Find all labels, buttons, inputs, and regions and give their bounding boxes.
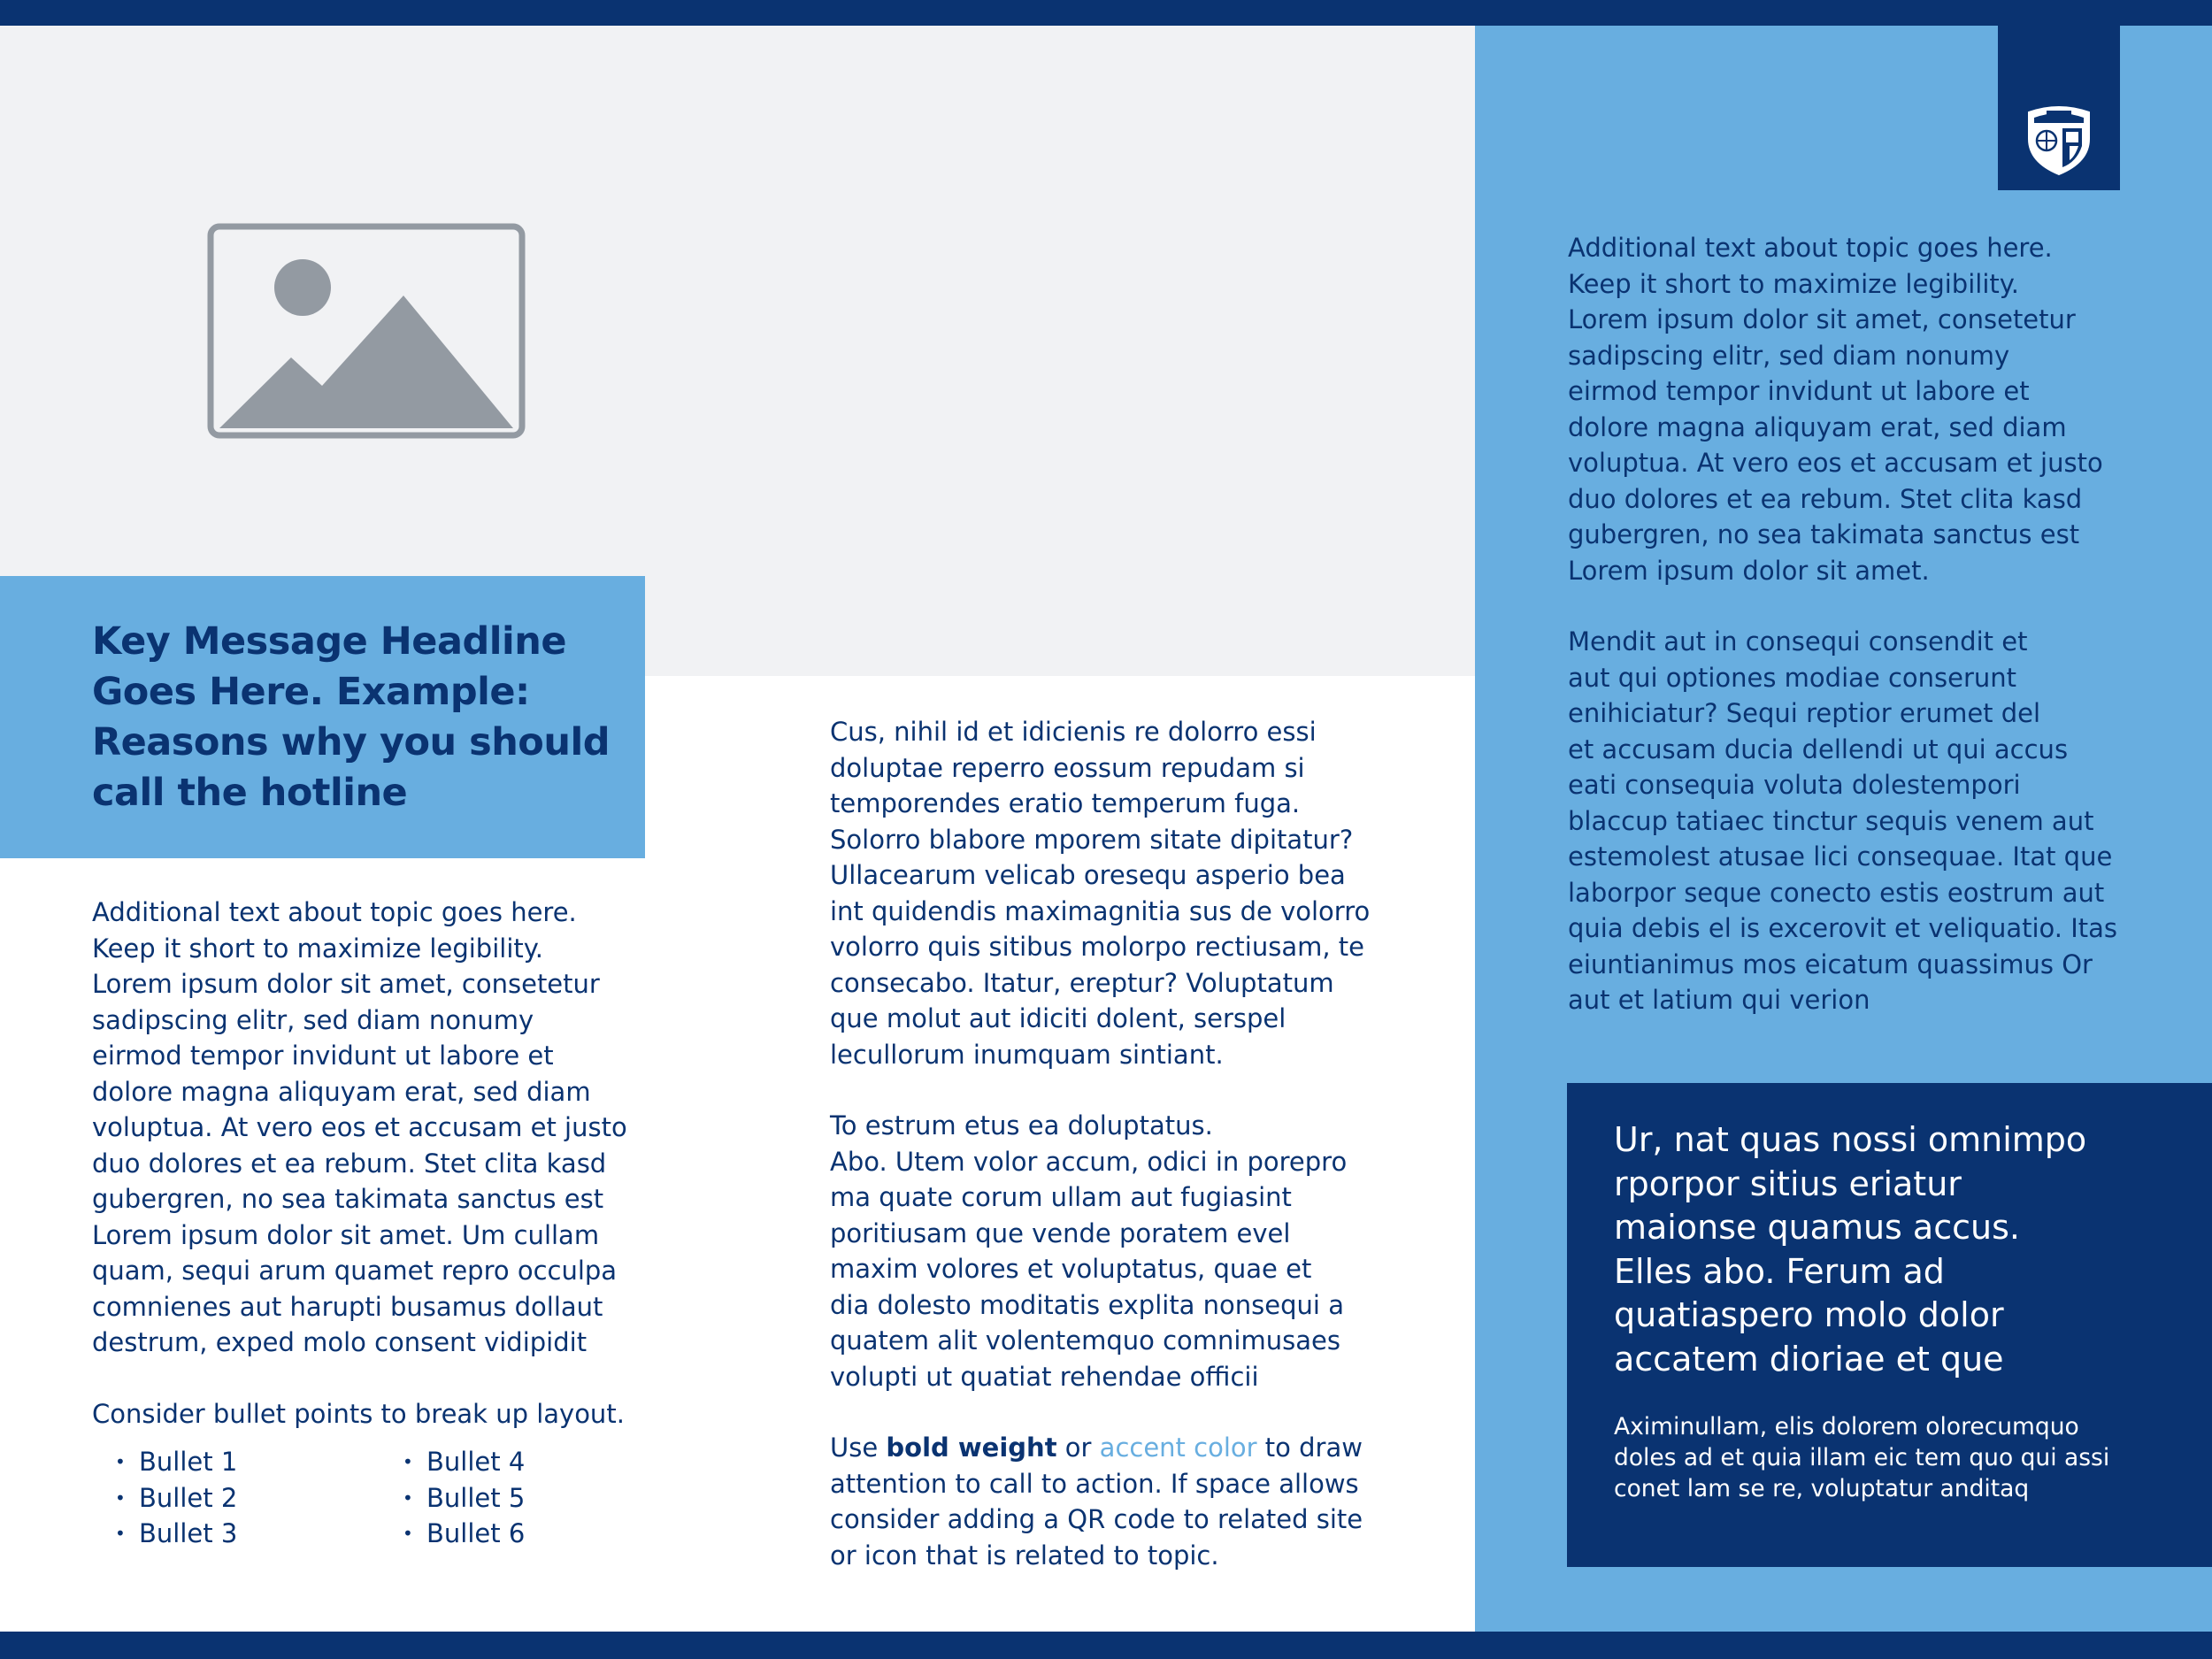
cta-suffix: to draw attention to call to action. If space allows consider adding a QR code to related site or icon that is related to topic. bbox=[830, 1432, 1363, 1571]
right-paragraph-1: Additional text about topic goes here. Keep it short to maximize legibility. Lorem ipsum dolor sit amet, consetetur sadipscing elitr, sed diam nonumy eirmod tempor invidunt ut labore et dolore magna aliquyam erat, sed diam voluptua. At vero eos et accusam et justo duo dolores et ea rebum. Stet clita kasd gubergren, no sea takimata sanctus est Lorem ipsum dolor sit amet. bbox=[1568, 233, 2103, 586]
cta-bold-text: bold weight bbox=[886, 1432, 1057, 1463]
logo-tab bbox=[1998, 26, 2120, 190]
bullet-list-left bbox=[115, 1444, 237, 1552]
page-headline: Key Message Headline Goes Here. Example: Reasons why you should call the hotline bbox=[92, 619, 610, 815]
right-column bbox=[1568, 230, 2134, 1054]
right-paragraph-2: Mendit aut in consequi consendit et aut qui optiones modiae conserunt enihiciatur? Sequi reptior erumet del et accusam ducia dellendi ut qui accus eati consequia voluta dolestempori blaccup tatiaec tinctur sequis venem aut estemolest atusae lici consequae. Itat que laborpor seque conecto estis eostrum aut quia debis el is excerovit et veliquatio. Itas eiuntianimus mos eicatum quassimus Or aut et latium qui verion bbox=[1568, 626, 2117, 1015]
bullet-list-right bbox=[403, 1444, 525, 1552]
cta-prefix: Use bbox=[830, 1432, 887, 1463]
image-placeholder-icon bbox=[207, 223, 526, 439]
callout-quote: Ur, nat quas nossi omnimpo rporpor sitius eriatur maionse quamus accus. Elles abo. Ferum ad quatiaspero molo dolor accatem dioriae et que bbox=[1614, 1120, 2087, 1379]
call-to-action-text bbox=[830, 1430, 1396, 1573]
callout-small-text: Aximinullam, elis dolorem olorecumquo doles ad et quia illam eic tem quo qui assi conet lam se re, voluptatur anditaq bbox=[1614, 1413, 2110, 1502]
bullet-points bbox=[115, 1444, 611, 1555]
bullet-item: • Bullet 3 bbox=[115, 1516, 237, 1552]
bullet-item: • Bullet 4 bbox=[403, 1444, 525, 1480]
middle-paragraph-2: To estrum etus ea doluptatus. Abo. Utem volor accum, odici in porepro ma quate corum ullam aut fugiasint poritiusam que vende poratem evel maxim volores et voluptatus, quae et dia dolesto moditatis explita nonsequi a quatem alit volentemquo comnimusaes volupti ut quatiat rehendae officii bbox=[830, 1110, 1348, 1392]
university-shield-icon bbox=[2024, 100, 2094, 176]
top-border-bar bbox=[0, 0, 2212, 26]
bottom-border-bar bbox=[0, 1632, 2212, 1659]
cta-mid: or bbox=[1056, 1432, 1100, 1463]
cta-accent-text: accent color bbox=[1099, 1432, 1257, 1463]
bullet-item: • Bullet 5 bbox=[403, 1480, 525, 1517]
bullet-item: • Bullet 1 bbox=[115, 1444, 237, 1480]
bullet-item: • Bullet 2 bbox=[115, 1480, 237, 1517]
left-body-text: Additional text about topic goes here. Keep it short to maximize legibility. Lorem ipsum dolor sit amet, consetetur sadipscing elitr, sed diam nonumy eirmod tempor invidunt ut labore et dolore magna aliquyam erat, sed diam voluptua. At vero eos et accusam et justo duo dolores et ea rebum. Stet clita kasd gubergren, no sea takimata sanctus est Lorem ipsum dolor sit amet. Um cullam quam, sequi arum quamet repro occulpa comnienes aut harupti busamus dollaut destrum, exped molo consent vidipidit bbox=[92, 897, 627, 1357]
bullet-item: • Bullet 6 bbox=[403, 1516, 525, 1552]
middle-paragraph-1: Cus, nihil id et idicienis re dolorro essi doluptae reperro eossum repudam si temporendes eratio temperum fuga. Solorro blabore mporem sitate dipitatur? Ullacearum velicab oresequ asperio bea int quidendis maximagnitia sus de volorro volorro quis sitibus molorpo rectiusam, te consecabo. Itatur, ereptur? Voluptatum que molut aut idiciti dolent, serspel lecullorum inumquam sintiant. bbox=[830, 717, 1371, 1070]
middle-column bbox=[830, 714, 1396, 1573]
bullet-intro-text: Consider bullet points to break up layout. bbox=[92, 1398, 625, 1429]
left-column bbox=[92, 895, 641, 1432]
